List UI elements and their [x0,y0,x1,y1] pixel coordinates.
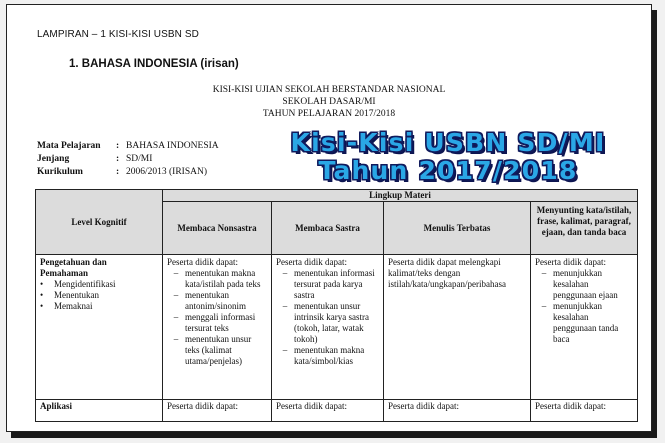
sastra-cell [272,255,384,400]
list-item: • Menentukan [40,290,99,300]
section-title: 1. BAHASA INDONESIA (irisan) [69,58,239,70]
lingkup-materi-header: Lingkup Materi [163,190,638,202]
cell-intro: Peserta didik dapat: [276,257,347,267]
list-item: • Memaknai [40,301,93,311]
table-row [36,400,638,422]
nonsastra-cell: Peserta didik dapat: [163,400,272,422]
lampiran-label: LAMPIRAN – 1 KISI-KISI USBN SD [37,29,199,40]
list-item: – menentukan antonim/sinonim [173,290,247,311]
meta-colon: : [116,167,120,177]
meta-row-curriculum [37,166,219,179]
cell-text: Peserta didik dapat melengkapi kalimat/teks dengan istilah/kata/ungkapan/peribahasa [388,257,506,289]
list-item: – menentukan informasi tersurat pada karya sastra [282,268,375,300]
meta-value: BAHASA INDONESIA [126,141,219,151]
col-header-menulis-terbatas: Menulis Terbatas [384,202,531,255]
level-title: Pengetahuan dan [40,257,107,267]
meta-colon: : [116,141,120,151]
menulis-cell [384,255,531,400]
level-kognitif-header: Level Kognitif [36,190,163,255]
list-item: – menunjukkan kesalahan penggunaan tanda baca [541,301,619,344]
meta-row-level [37,153,219,166]
level-title: Pemahaman [40,268,88,278]
heading-line-3: TAHUN PELAJARAN 2017/2018 [262,109,396,119]
nonsastra-cell [163,255,272,400]
meta-value: SD/MI [126,154,153,164]
menyunting-cell [531,255,638,400]
meta-label: Mata Pelajaran [37,141,101,151]
sastra-cell: Peserta didik dapat: [272,400,384,422]
subject-info [37,140,219,179]
level-title: Aplikasi [40,401,73,411]
heading-line-2: SEKOLAH DASAR/MI [282,97,376,107]
cell-intro: Peserta didik dapat: [535,257,606,267]
banner-line-2: Tahun 2017/2018 [318,156,578,185]
meta-value: 2006/2013 (IRISAN) [126,167,208,177]
level-cell [36,255,163,400]
col-header-menyunting: Menyunting kata/istilah, frase, kalimat, paragraf, ejaan, dan tanda baca [531,202,638,255]
list-item: – menunjukkan kesalahan penggunaan ejaan [541,268,618,300]
list-item: – menggali informasi tersurat teks [173,312,256,333]
menyunting-cell: Peserta didik dapat: [531,400,638,422]
banner-line-1: Kisi-Kisi USBN SD/MI [290,128,606,157]
list-item: – menentukan unsur teks (kalimat utama/penjelas) [173,334,252,366]
kisi-kisi-table [35,189,638,422]
list-item: – menentukan makna kata/istilah pada teks [173,268,261,289]
table-row [36,255,638,400]
document-heading [7,84,651,120]
meta-label: Jenjang [37,154,70,164]
menulis-cell: Peserta didik dapat: [384,400,531,422]
level-cell [36,400,163,422]
watermark-banner [257,129,639,185]
table-header-row [36,190,638,202]
list-item: – menentukan makna kata/simbol/kias [282,345,365,366]
meta-colon: : [116,154,120,164]
meta-label: Kurikulum [37,167,83,177]
heading-line-1: KISI-KISI UJIAN SEKOLAH BERSTANDAR NASIONAL [212,85,446,95]
document-page [6,4,652,432]
col-header-membaca-nonsastra: Membaca Nonsastra [163,202,272,255]
list-item: • Mengidentifikasi [40,279,116,289]
col-header-membaca-sastra: Membaca Sastra [272,202,384,255]
cell-intro: Peserta didik dapat: [167,257,238,267]
list-item: – menentukan unsur intrinsik karya sastra (tokoh, latar, watak tokoh) [282,301,369,344]
meta-row-subject [37,140,219,153]
